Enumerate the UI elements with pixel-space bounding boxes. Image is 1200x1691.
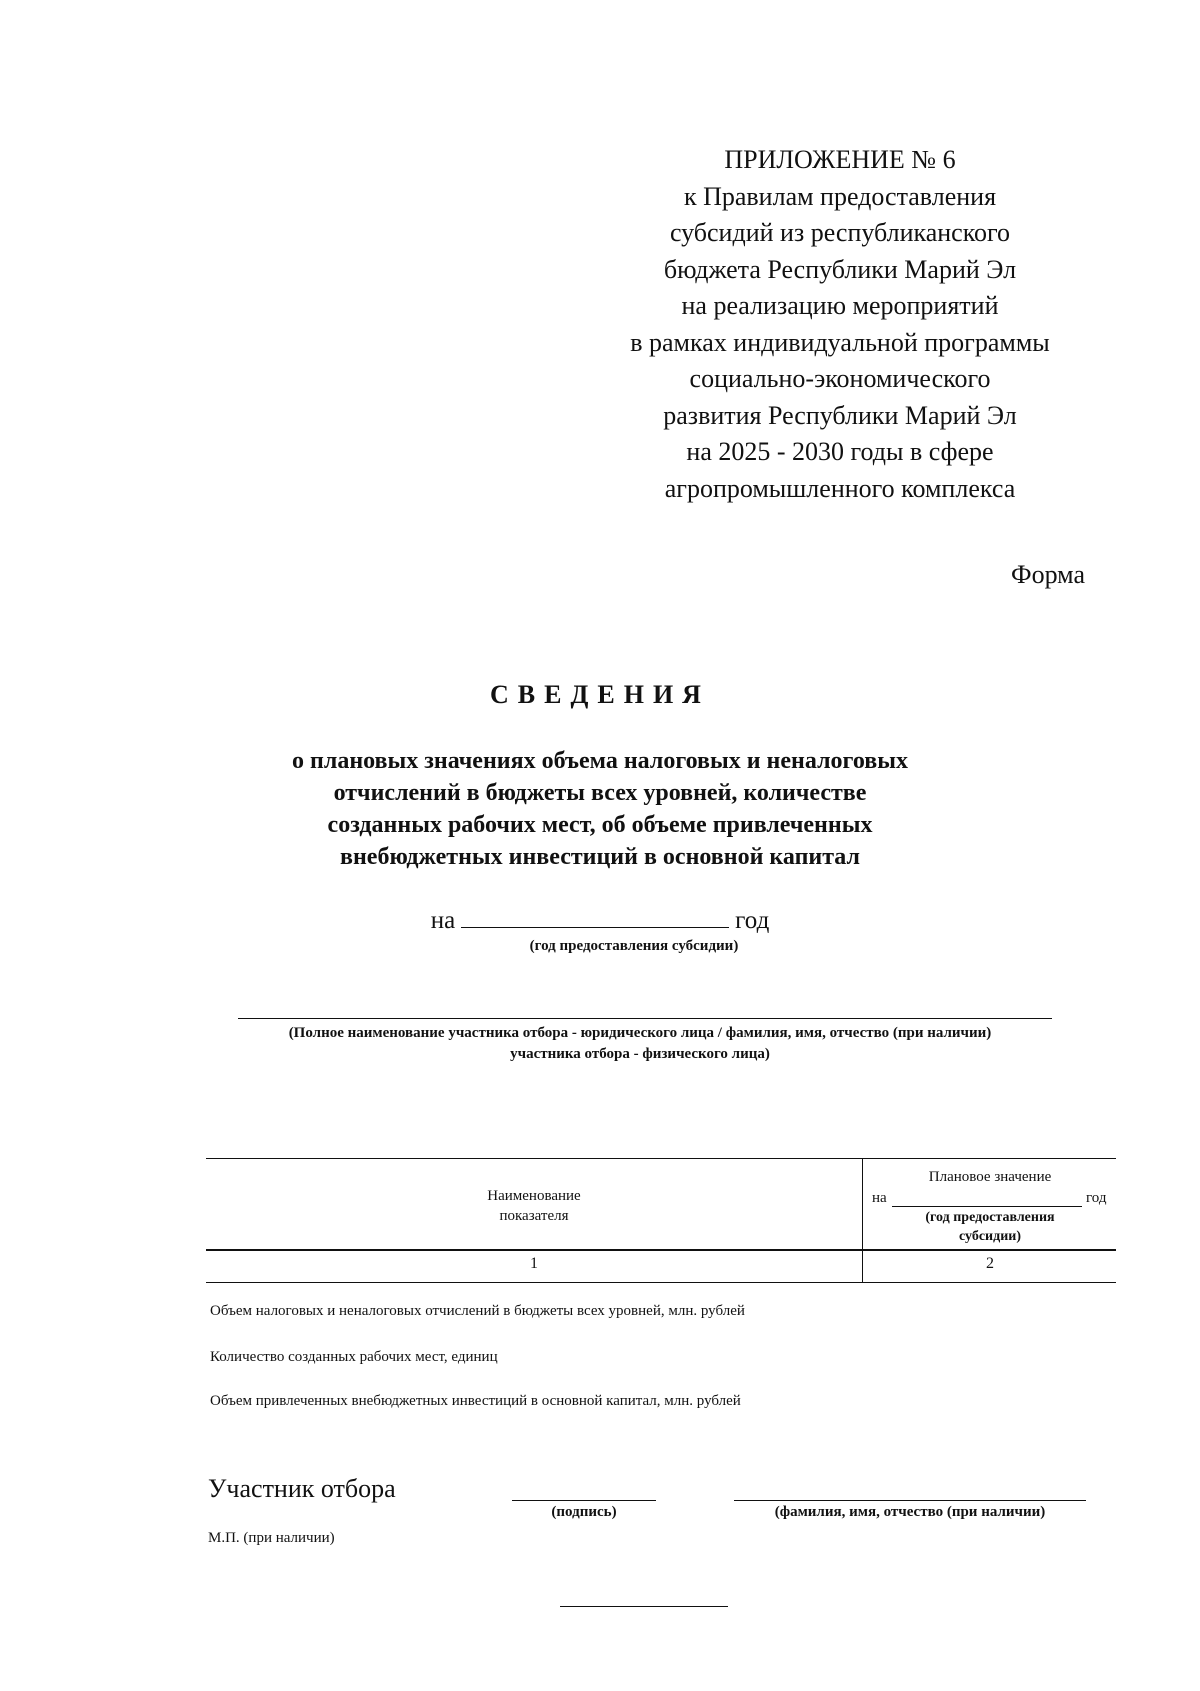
table-row-jobs-created: Количество созданных рабочих мест, единиц — [210, 1349, 498, 1365]
table-column-divider — [862, 1158, 863, 1282]
signature-blank-field[interactable] — [512, 1500, 656, 1501]
form-label: Форма — [1011, 560, 1085, 589]
year-caption: (год предоставления субсидии) — [529, 938, 739, 954]
full-name-blank-field[interactable] — [734, 1500, 1086, 1501]
subtitle-line: внебюджетных инвестиций в основной капитал — [340, 844, 860, 870]
participant-caption-line: (Полное наименование участника отбора - юридического лица / фамилия, имя, отчество (при наличии) — [288, 1025, 992, 1041]
appendix-line: к Правилам предоставления — [683, 181, 997, 211]
column-number-2: 2 — [986, 1255, 994, 1272]
header-line: Наименование — [487, 1188, 581, 1204]
table-header-indicator-name — [206, 1186, 862, 1226]
appendix-line: развития Республики Марий Эл — [663, 400, 1017, 430]
table-header-year-caption — [880, 1208, 1100, 1246]
table-header-year-suffix: год — [1086, 1190, 1107, 1206]
table-header-year-blank[interactable] — [892, 1206, 1082, 1207]
appendix-line: бюджета Республики Марий Эл — [663, 254, 1017, 284]
signature-title: Участник отбора — [208, 1474, 396, 1503]
participant-blank-field[interactable] — [238, 1018, 1052, 1019]
column-number-1: 1 — [530, 1255, 538, 1272]
table-row-tax-deductions: Объем налоговых и неналоговых отчислений в бюджеты всех уровней, млн. рублей — [210, 1303, 745, 1319]
year-blank-field[interactable] — [461, 905, 729, 928]
year-line — [0, 905, 1200, 935]
appendix-line: агропромышленного комплекса — [664, 473, 1016, 503]
caption-line: субсидии) — [958, 1229, 1021, 1244]
table-top-border — [206, 1158, 1116, 1159]
subtitle-line: созданных рабочих мест, об объеме привлеченных — [327, 812, 873, 838]
table-header-border — [206, 1249, 1116, 1251]
table-row-investments: Объем привлеченных внебюджетных инвестиций в основной капитал, млн. рублей — [210, 1393, 741, 1409]
appendix-line: в рамках индивидуальной программы — [630, 327, 1050, 357]
caption-line: (год предоставления — [925, 1210, 1055, 1225]
participant-caption-line: участника отбора - физического лица) — [510, 1046, 770, 1062]
table-header-plan-value: Плановое значение — [928, 1169, 1052, 1185]
end-divider — [560, 1606, 728, 1607]
appendix-header — [600, 142, 1080, 507]
appendix-line: социально-экономического — [689, 364, 991, 393]
appendix-line: на реализацию мероприятий — [681, 291, 999, 320]
signature-caption: (подпись) — [551, 1504, 617, 1520]
year-suffix: год — [735, 907, 770, 934]
appendix-line: субсидий из республиканского — [669, 218, 1011, 247]
appendix-title: ПРИЛОЖЕНИЕ № 6 — [724, 145, 956, 174]
header-line: показателя — [499, 1208, 569, 1224]
stamp-note: М.П. (при наличии) — [208, 1530, 335, 1546]
table-bottom-border — [206, 1282, 1116, 1283]
document-subtitle — [200, 745, 1000, 873]
table-header-year-prefix: на — [872, 1190, 887, 1206]
year-prefix: на — [430, 907, 456, 934]
appendix-line: на 2025 - 2030 годы в сфере — [686, 437, 994, 466]
subtitle-line: отчислений в бюджеты всех уровней, количестве — [333, 780, 867, 806]
document-title: СВЕДЕНИЯ — [490, 680, 710, 709]
full-name-caption: (фамилия, имя, отчество (при наличии) — [774, 1504, 1046, 1520]
participant-caption — [200, 1023, 1080, 1065]
subtitle-line: о плановых значениях объема налоговых и неналоговых — [292, 748, 908, 774]
